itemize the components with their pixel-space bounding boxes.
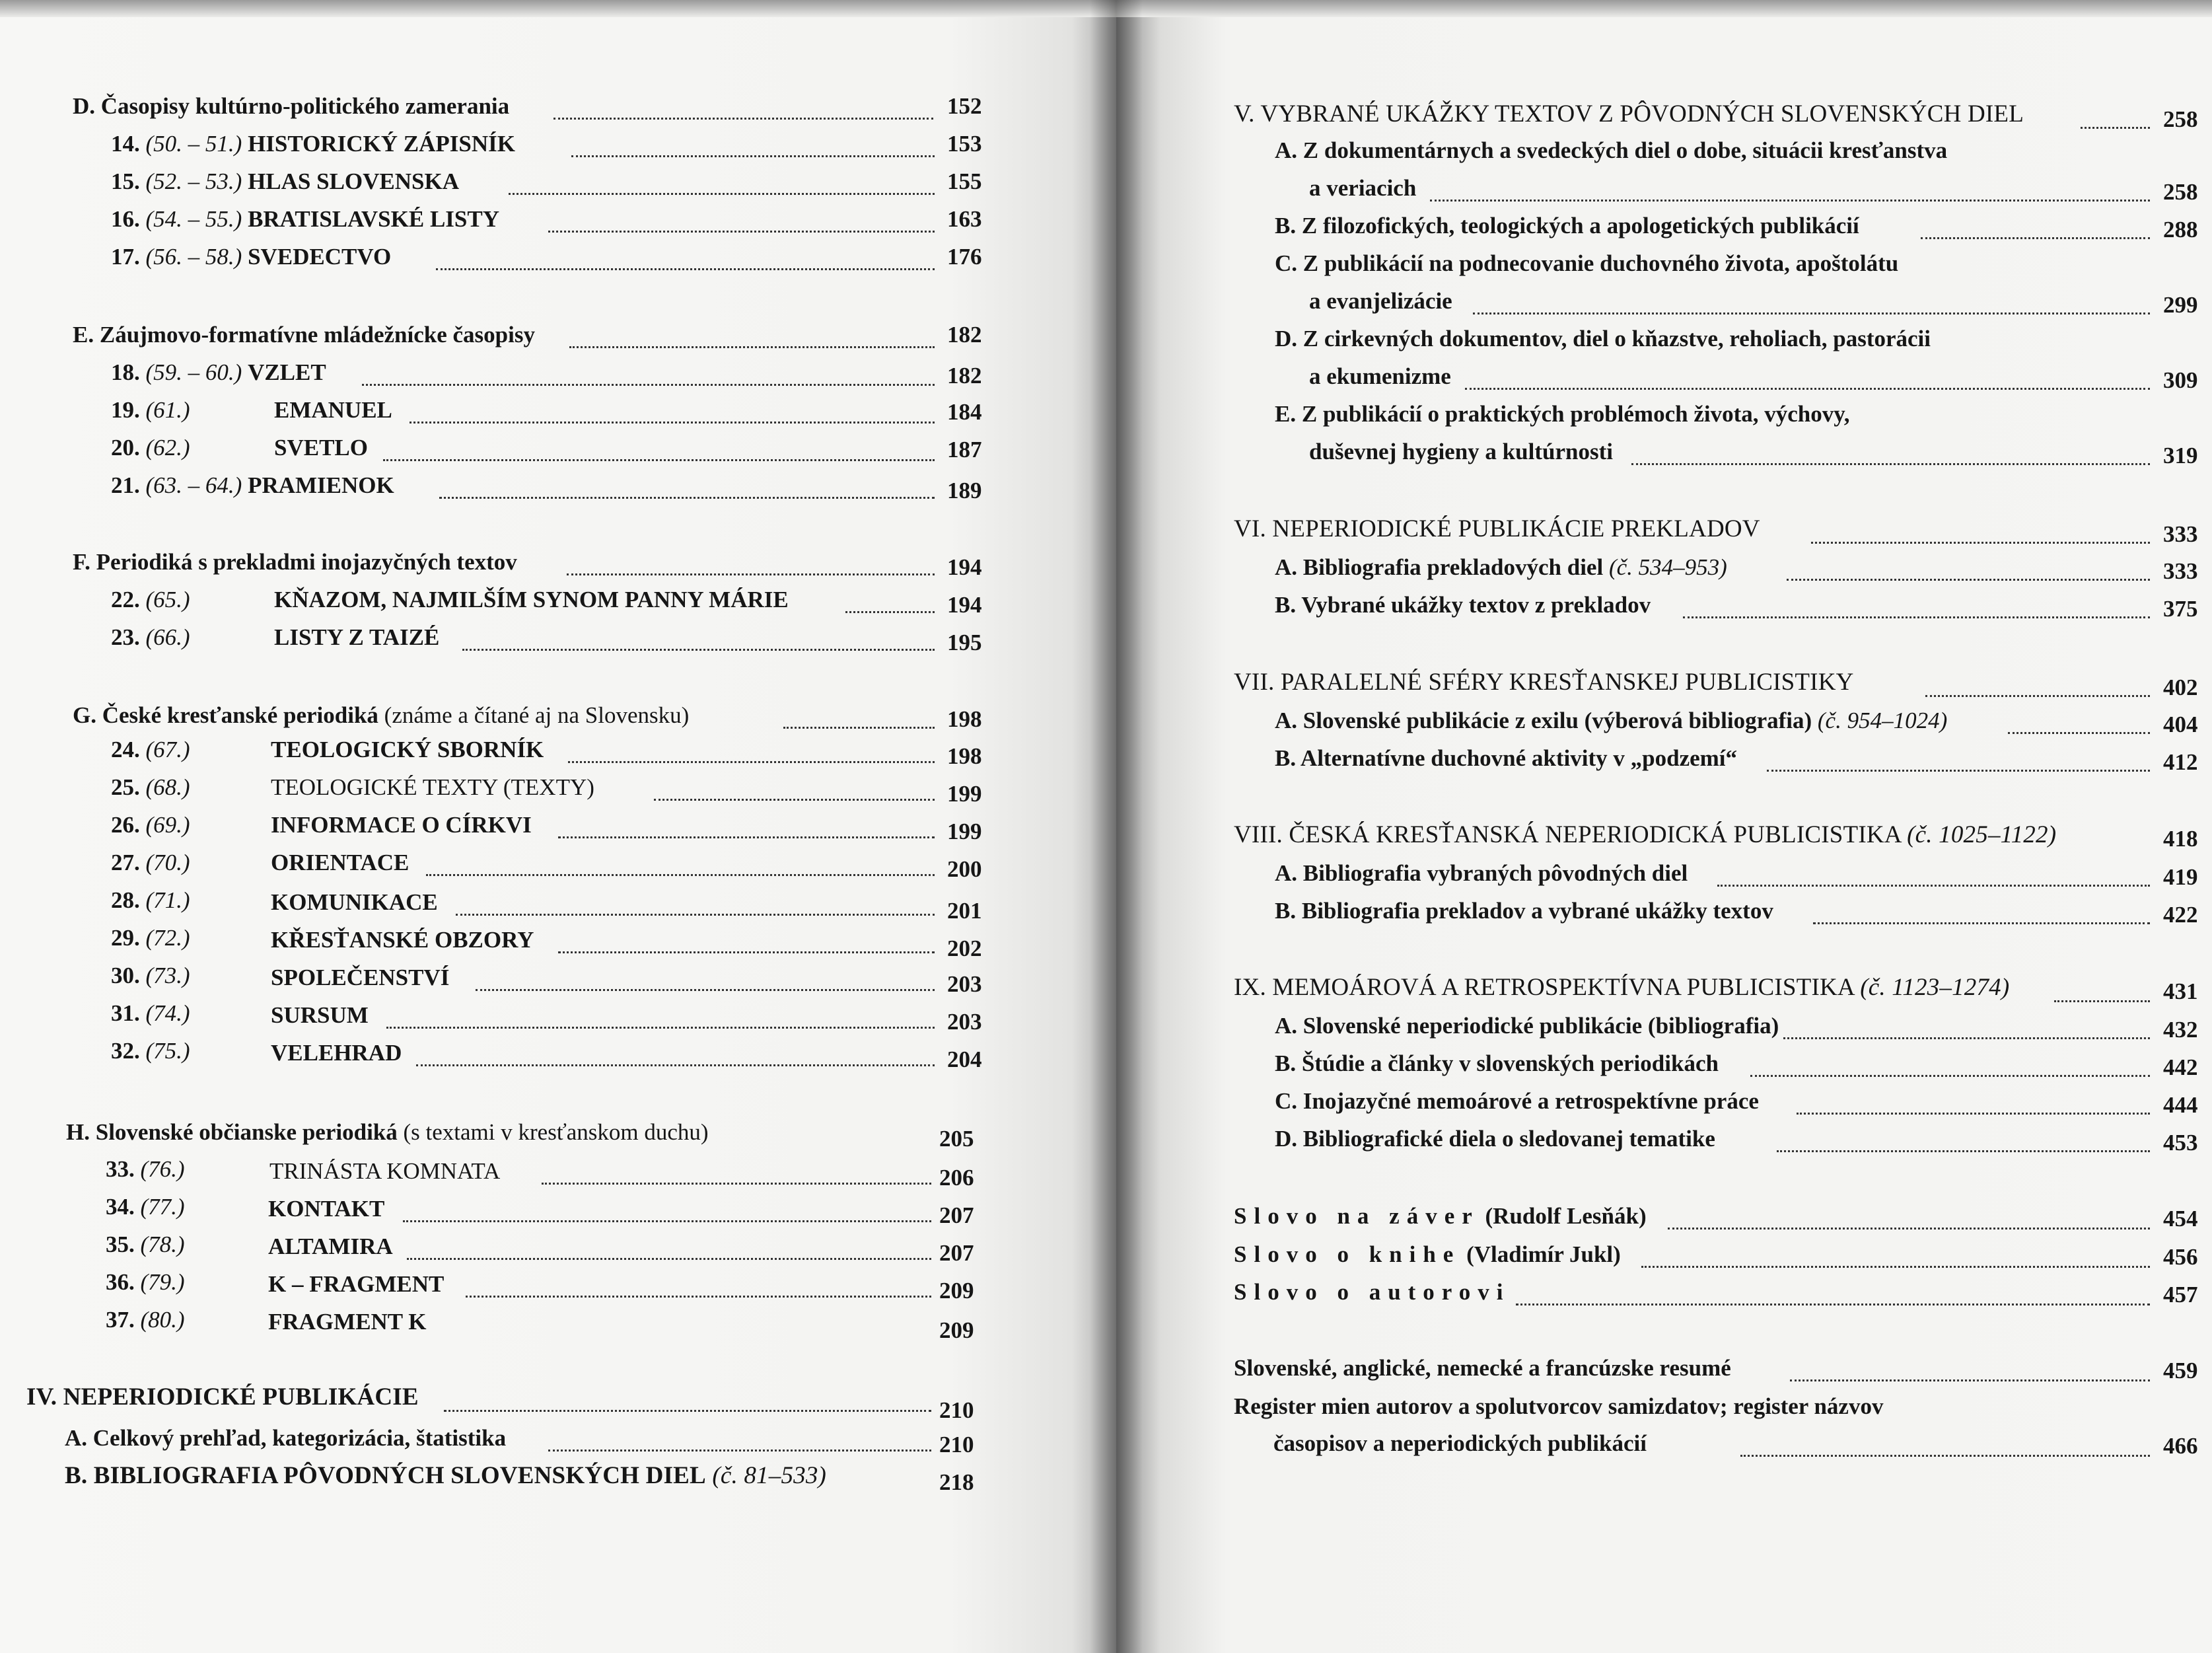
toc-item-36: 36. (79.) xyxy=(106,1269,185,1295)
leader-dots xyxy=(553,118,933,120)
page-number: 412 xyxy=(2163,749,2198,775)
toc-item-vi-a: A. Bibliografia prekladových diel (č. 534–953) xyxy=(1275,554,1727,580)
leader-dots xyxy=(509,193,935,195)
section-iv-heading: IV. NEPERIODICKÉ PUBLIKÁCIE xyxy=(26,1383,419,1411)
toc-item-slovo-na-zaver: Slovo na záver (Rudolf Lesňák) xyxy=(1234,1203,1647,1229)
leader-dots xyxy=(548,1450,931,1451)
toc-item-34: 34. (77.) xyxy=(106,1194,185,1220)
toc-item-name: EMANUEL xyxy=(274,397,392,423)
leader-dots xyxy=(1631,463,2150,465)
page-number: 194 xyxy=(947,554,982,580)
page-number: 209 xyxy=(939,1317,974,1343)
toc-item-25: 25. (68.) xyxy=(111,774,190,800)
toc-item-19: 19. (61.) xyxy=(111,397,190,423)
toc-item-22: 22. (65.) xyxy=(111,587,190,612)
toc-item-v-c-cont: a evanjelizácie xyxy=(1309,288,1452,314)
page-number: 457 xyxy=(2163,1282,2198,1307)
toc-item-name: FRAGMENT K xyxy=(268,1309,427,1335)
leader-dots xyxy=(568,761,935,763)
page-number: 422 xyxy=(2163,902,2198,928)
toc-item-name: KŘESŤANSKÉ OBZORY xyxy=(271,927,534,953)
page-number: 155 xyxy=(947,168,982,194)
page-number: 176 xyxy=(947,244,982,270)
page-number: 163 xyxy=(947,206,982,232)
toc-item-name: SPOLEČENSTVÍ xyxy=(271,965,450,990)
page-number: 201 xyxy=(947,898,982,924)
leader-dots xyxy=(1921,237,2150,239)
toc-item-viii-b: B. Bibliografia prekladov a vybrané ukážky textov xyxy=(1275,898,1773,924)
toc-item-33: 33. (76.) xyxy=(106,1156,185,1182)
page-number: 182 xyxy=(947,322,982,348)
toc-item-ix-c: C. Inojazyčné memoárové a retrospektívne práce xyxy=(1275,1088,1759,1114)
page-number: 466 xyxy=(2163,1433,2198,1459)
toc-item-vii-b: B. Alternatívne duchovné aktivity v „podzemí“ xyxy=(1275,745,1738,771)
section-f-heading: F. Periodiká s prekladmi inojazyčných textov xyxy=(73,549,517,575)
toc-item-name: SURSUM xyxy=(271,1002,369,1028)
toc-item-24: 24. (67.) xyxy=(111,737,190,762)
toc-item-v-d-cont: a ekumenizme xyxy=(1309,363,1451,389)
leader-dots xyxy=(1516,1304,2150,1305)
toc-item-slovo-o-knihe: Slovo o knihe (Vladimír Jukl) xyxy=(1234,1241,1621,1267)
page-edge-shadow xyxy=(0,0,1116,17)
page-number: 205 xyxy=(939,1126,974,1152)
toc-item-vii-a: A. Slovenské publikácie z exilu (výberová bibliografia) (č. 954–1024) xyxy=(1275,708,1948,733)
toc-item-name: SVETLO xyxy=(274,435,368,460)
page-number: 153 xyxy=(947,131,982,157)
toc-item-32: 32. (75.) xyxy=(111,1038,190,1064)
book-gutter xyxy=(1090,0,1143,1653)
section-heading-label: D. Časopisy kultúrno-politického zamerania xyxy=(73,93,510,119)
toc-item-ix-d: D. Bibliografické diela o sledovanej tematike xyxy=(1275,1126,1715,1152)
leader-dots xyxy=(1668,1228,2150,1230)
toc-item-29: 29. (72.) xyxy=(111,925,190,951)
leader-dots xyxy=(845,611,935,613)
toc-item-21: 21. (63. – 64.) PRAMIENOK xyxy=(111,472,394,498)
section-d-heading xyxy=(73,92,509,120)
toc-item-name: TEOLOGICKÉ TEXTY (TEXTY) xyxy=(271,774,594,800)
toc-item-14: 14. (50. – 51.) HISTORICKÝ ZÁPISNÍK xyxy=(111,131,515,157)
leader-dots xyxy=(571,155,935,157)
page-number: 152 xyxy=(947,93,982,119)
leader-dots xyxy=(426,874,935,876)
toc-item-ix-b: B. Štúdie a články v slovenských periodikách xyxy=(1275,1050,1719,1076)
toc-item-28: 28. (71.) xyxy=(111,887,190,913)
leader-dots xyxy=(1750,1075,2150,1077)
page-number: 199 xyxy=(947,781,982,807)
leader-dots xyxy=(1430,200,2150,202)
section-viii-heading: VIII. ČESKÁ KRESŤANSKÁ NEPERIODICKÁ PUBLICISTIKA (č. 1025–1122) xyxy=(1234,821,2057,848)
leader-dots xyxy=(548,231,935,233)
page-number: 204 xyxy=(947,1047,982,1072)
page-number: 207 xyxy=(939,1240,974,1266)
leader-dots xyxy=(569,346,935,348)
leader-dots xyxy=(416,1064,935,1066)
page-number: 198 xyxy=(947,743,982,769)
leader-dots xyxy=(1717,885,2150,887)
page-number: 202 xyxy=(947,936,982,961)
leader-dots xyxy=(1787,579,2150,581)
page-number: 189 xyxy=(947,478,982,503)
page-number: 442 xyxy=(2163,1054,2198,1080)
page-number: 418 xyxy=(2163,826,2198,852)
page-number: 419 xyxy=(2163,864,2198,890)
leader-dots xyxy=(558,951,935,953)
page-number: 210 xyxy=(939,1432,974,1457)
leader-dots xyxy=(403,1220,931,1222)
leader-dots xyxy=(1683,616,2150,618)
page-number: 182 xyxy=(947,363,982,388)
leader-dots xyxy=(1811,542,2150,544)
page-number: 203 xyxy=(947,1009,982,1035)
leader-dots xyxy=(466,1296,931,1298)
page-number: 210 xyxy=(939,1397,974,1423)
leader-dots xyxy=(462,649,935,651)
page-number: 319 xyxy=(2163,443,2198,468)
leader-dots xyxy=(383,459,935,461)
toc-item-v-d: D. Z cirkevných dokumentov, diel o kňazstve, reholiach, pastorácii xyxy=(1275,326,1931,351)
toc-item-23: 23. (66.) xyxy=(111,624,190,650)
leader-dots xyxy=(476,989,935,991)
toc-item-17: 17. (56. – 58.) SVEDECTVO xyxy=(111,244,392,270)
page-number: 187 xyxy=(947,437,982,462)
page-number: 454 xyxy=(2163,1206,2198,1231)
leader-dots xyxy=(1797,1113,2150,1115)
leader-dots xyxy=(436,268,935,270)
page-number: 333 xyxy=(2163,558,2198,584)
page-number: 432 xyxy=(2163,1017,2198,1043)
leader-dots xyxy=(558,836,935,838)
toc-item-27: 27. (70.) xyxy=(111,850,190,875)
leader-dots xyxy=(1473,312,2150,314)
leader-dots xyxy=(386,1027,935,1029)
leader-dots xyxy=(456,914,935,916)
leader-dots xyxy=(439,497,935,499)
right-page xyxy=(1116,0,2212,1653)
leader-dots xyxy=(444,1410,931,1412)
page-number: 200 xyxy=(947,856,982,882)
page-number: 184 xyxy=(947,399,982,425)
page-number: 194 xyxy=(947,592,982,618)
toc-item-resume: Slovenské, anglické, nemecké a francúzske resumé xyxy=(1234,1355,1731,1381)
leader-dots xyxy=(1465,388,2150,390)
leader-dots xyxy=(1777,1150,2150,1152)
leader-dots xyxy=(407,1258,931,1260)
leader-dots xyxy=(1641,1266,2150,1268)
leader-dots xyxy=(1925,695,2150,697)
section-vi-heading: VI. NEPERIODICKÉ PUBLIKÁCIE PREKLADOV xyxy=(1234,515,1760,542)
page-number: 206 xyxy=(939,1165,974,1191)
toc-item-15: 15. (52. – 53.) HLAS SLOVENSKA xyxy=(111,168,460,194)
toc-item-register: Register mien autorov a spolutvorcov samizdatov; register názvov xyxy=(1234,1393,1884,1419)
toc-item-26: 26. (69.) xyxy=(111,812,190,838)
toc-item-name: KŇAZOM, NAJMILŠÍM SYNOM PANNY MÁRIE xyxy=(274,587,789,612)
leader-dots xyxy=(2054,1000,2150,1002)
toc-item-30: 30. (73.) xyxy=(111,963,190,988)
page-number: 453 xyxy=(2163,1130,2198,1156)
toc-item-v-b: B. Z filozofických, teologických a apologetických publikácií xyxy=(1275,213,1859,239)
leader-dots xyxy=(362,384,935,386)
toc-item-name: VELEHRAD xyxy=(271,1040,402,1066)
page-number: 309 xyxy=(2163,367,2198,393)
page-number: 459 xyxy=(2163,1358,2198,1383)
leader-dots xyxy=(654,799,935,801)
page-number: 195 xyxy=(947,630,982,655)
leader-dots xyxy=(783,727,935,729)
leader-dots xyxy=(1813,922,2150,924)
page-number: 288 xyxy=(2163,217,2198,242)
leader-dots xyxy=(1790,1379,2150,1381)
page-number: 431 xyxy=(2163,978,2198,1004)
page-number: 198 xyxy=(947,706,982,732)
toc-item-16: 16. (54. – 55.) BRATISLAVSKÉ LISTY xyxy=(111,206,500,232)
toc-item-name: ALTAMIRA xyxy=(268,1233,393,1259)
section-g-heading: G. České kresťanské periodiká (známe a čítané aj na Slovensku) xyxy=(73,702,690,728)
leader-dots xyxy=(1783,1037,2150,1039)
toc-item-name: TRINÁSTA KOMNATA xyxy=(269,1158,501,1184)
toc-item-iv-a: A. Celkový prehľad, kategorizácia, štatistika xyxy=(65,1425,507,1451)
toc-item-v-a: A. Z dokumentárnych a svedeckých diel o dobe, situácii kresťanstva xyxy=(1275,137,1948,163)
page-number: 375 xyxy=(2163,596,2198,622)
page-number: 404 xyxy=(2163,712,2198,737)
leader-dots xyxy=(542,1183,931,1185)
toc-item-name: ORIENTACE xyxy=(271,850,410,875)
toc-item-v-c: C. Z publikácií na podnecovanie duchovného života, apoštolátu xyxy=(1275,250,1899,276)
toc-item-name: KONTAKT xyxy=(268,1196,385,1222)
page-number: 258 xyxy=(2163,179,2198,205)
leader-dots xyxy=(410,422,935,423)
page-number: 207 xyxy=(939,1202,974,1228)
toc-item-name: TEOLOGICKÝ SBORNÍK xyxy=(271,737,544,762)
toc-item-viii-a: A. Bibliografia vybraných pôvodných diel xyxy=(1275,860,1688,886)
page-number: 203 xyxy=(947,971,982,997)
toc-item-name: K – FRAGMENT xyxy=(268,1271,445,1297)
toc-item-ix-a: A. Slovenské neperiodické publikácie (bibliografia) xyxy=(1275,1013,1779,1039)
section-v-heading: V. VYBRANÉ UKÁŽKY TEXTOV Z PÔVODNÝCH SLOVENSKÝCH DIEL xyxy=(1234,100,2024,128)
page-number: 333 xyxy=(2163,521,2198,547)
section-vii-heading: VII. PARALELNÉ SFÉRY KRESŤANSKEJ PUBLICISTIKY xyxy=(1234,669,1854,696)
toc-item-v-a-cont: a veriacich xyxy=(1309,175,1417,201)
toc-item-name: INFORMACE O CÍRKVI xyxy=(271,812,532,838)
page-number: 199 xyxy=(947,819,982,844)
page-number: 299 xyxy=(2163,292,2198,318)
section-h-heading: H. Slovenské občianske periodiká (s textami v kresťanskom duchu) xyxy=(66,1119,709,1145)
toc-item-18: 18. (59. – 60.) VZLET xyxy=(111,359,326,385)
page-edge-shadow xyxy=(1116,0,2212,17)
page-number: 402 xyxy=(2163,675,2198,700)
toc-item-v-e: E. Z publikácií o praktických problémoch života, výchovy, xyxy=(1275,401,1850,427)
page-number: 258 xyxy=(2163,106,2198,132)
toc-item-register-cont: časopisov a neperiodických publikácií xyxy=(1273,1430,1647,1456)
leader-dots xyxy=(2008,732,2150,734)
toc-item-iv-b: B. BIBLIOGRAFIA PÔVODNÝCH SLOVENSKÝCH DIEL (č. 81–533) xyxy=(65,1462,827,1489)
page-number: 456 xyxy=(2163,1244,2198,1270)
leader-dots xyxy=(1740,1455,2150,1457)
toc-item-37: 37. (80.) xyxy=(106,1307,185,1333)
toc-item-name: LISTY Z TAIZÉ xyxy=(274,624,440,650)
toc-item-vi-b: B. Vybrané ukážky textov z prekladov xyxy=(1275,592,1651,618)
toc-item-35: 35. (78.) xyxy=(106,1231,185,1257)
toc-item-slovo-o-autorovi: Slovo o autorovi xyxy=(1234,1279,1511,1305)
toc-item-31: 31. (74.) xyxy=(111,1000,190,1026)
leader-dots xyxy=(1767,770,2150,772)
leader-dots xyxy=(567,573,935,575)
toc-item-v-e-cont: duševnej hygieny a kultúrnosti xyxy=(1309,439,1613,464)
section-ix-heading: IX. MEMOÁROVÁ A RETROSPEKTÍVNA PUBLICISTIKA (č. 1123–1274) xyxy=(1234,974,2010,1001)
page-number: 218 xyxy=(939,1469,974,1495)
page-number: 444 xyxy=(2163,1092,2198,1118)
toc-item-20: 20. (62.) xyxy=(111,435,190,460)
page-number: 209 xyxy=(939,1278,974,1304)
leader-dots xyxy=(2081,127,2150,129)
toc-item-name: KOMUNIKACE xyxy=(271,889,438,915)
section-e-heading: E. Záujmovo-formatívne mládežnícke časopisy xyxy=(73,322,535,348)
